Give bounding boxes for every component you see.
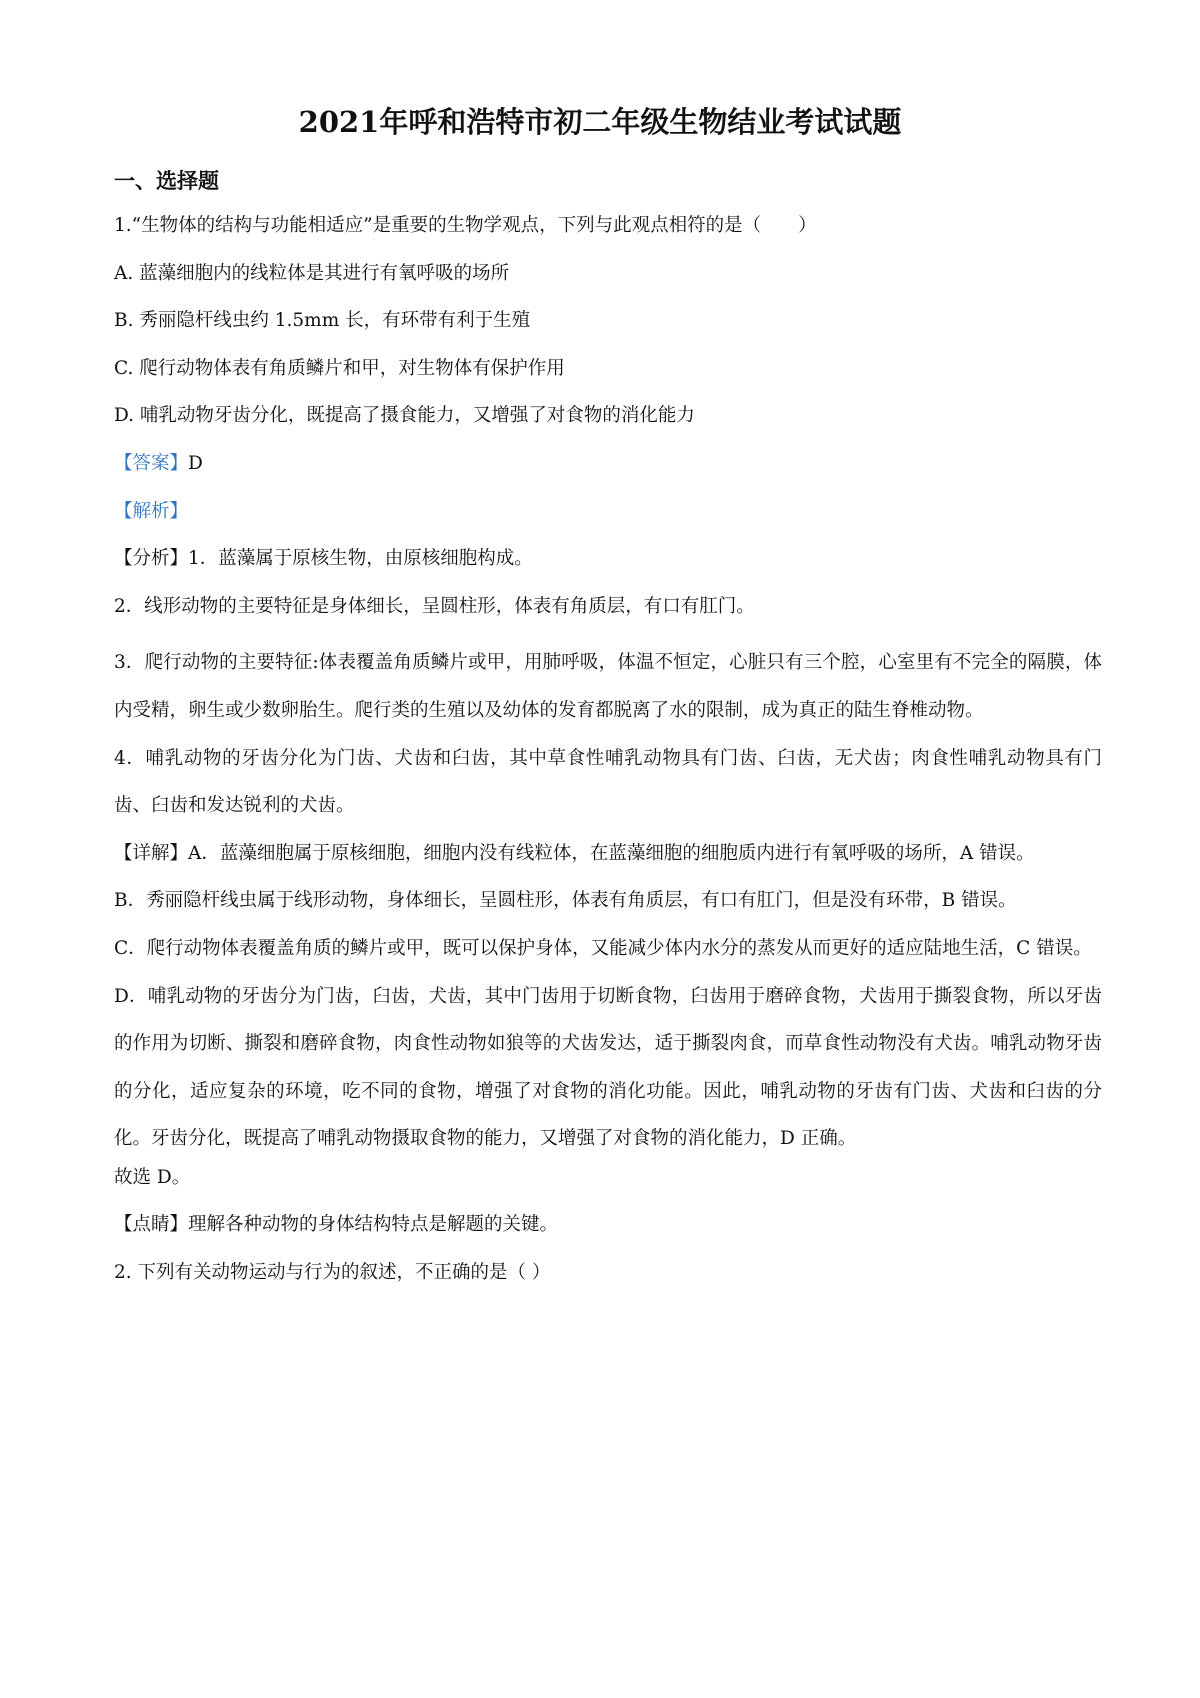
page-title: 2021年呼和浩特市初二年级生物结业考试试题	[298, 105, 902, 139]
comment: 【点睛】理解各种动物的身体结构特点是解题的关键。	[114, 1214, 559, 1236]
detail-b: B．秀丽隐杆线虫属于线形动物，身体细长，呈圆柱形，体表有角质层，有口有肛门，但是没有环带，B 错误。	[114, 890, 1017, 912]
analysis-point-3: 3．爬行动物的主要特征:体表覆盖角质鳞片或甲，用肺呼吸，体温不恒定，心脏只有三个腔，心室里有不完全的隔膜，体内受精，卵生或少数卵胎生。爬行类的生殖以及幼体的发育都脱离了水的限制，成为真正的陆生脊椎动物。	[114, 652, 1102, 721]
question-1-stem: 1.“生物体的结构与功能相适应”是重要的生物学观点，下列与此观点相符的是（ ）	[114, 215, 817, 236]
analysis-point-1: 【分析】1．蓝藻属于原核生物，由原核细胞构成。	[114, 548, 533, 570]
answer-value: D	[188, 452, 203, 474]
analysis-point-4: 4．哺乳动物的牙齿分化为门齿、犬齿和臼齿，其中草食性哺乳动物具有门齿、臼齿，无犬齿；肉食性哺乳动物具有门齿、臼齿和发达锐利的犬齿。	[114, 747, 1102, 817]
option-b: B. 秀丽隐杆线虫约 1.5mm 长，有环带有利于生殖	[114, 310, 531, 332]
option-c: C. 爬行动物体表有角质鳞片和甲，对生物体有保护作用	[114, 357, 565, 379]
detail-a: 【详解】A．蓝藻细胞属于原核细胞，细胞内没有线粒体，在蓝藻细胞的细胞质内进行有氧呼吸的场所，A 错误。	[114, 842, 1035, 864]
analysis-point-2: 2．线形动物的主要特征是身体细长，呈圆柱形，体表有角质层，有口有肛门。	[114, 595, 755, 617]
detail-d: D．哺乳动物的牙齿分为门齿，臼齿，犬齿，其中门齿用于切断食物，臼齿用于磨碎食物，犬齿用于撕裂食物，所以牙齿的作用为切断、撕裂和磨碎食物，肉食性动物如狼等的犬齿发达，适于撕裂肉食，而草食性动物没有犬齿。哺乳动物牙齿的分化，适应复杂的环境，吃不同的食物，增强了对食物的消化功能。因此，哺乳动物的牙齿有门齿、犬齿和臼齿的分化。牙齿分化，既提高了哺乳动物摄取食物的能力，又增强了对食物的消化能力，D 正确。	[114, 985, 1102, 1150]
option-a: A. 蓝藻细胞内的线粒体是其进行有氧呼吸的场所	[114, 262, 510, 284]
answer-tag: 【答案】	[114, 452, 189, 474]
section-heading: 一、选择题	[114, 168, 219, 193]
option-d: D. 哺乳动物牙齿分化，既提高了摄食能力，又增强了对食物的消化能力	[114, 405, 695, 427]
analysis-tag: 【解析】	[114, 500, 189, 522]
detail-c: C．爬行动物体表覆盖角质的鳞片或甲，既可以保护身体，又能减少体内水分的蒸发从而更好的适应陆地生活，C 错误。	[114, 937, 1092, 959]
question-2-stem: 2. 下列有关动物运动与行为的叙述，不正确的是（ ）	[114, 1262, 551, 1284]
conclusion: 故选 D。	[114, 1166, 191, 1188]
answer-line	[114, 449, 1102, 497]
question-1-block	[114, 211, 1102, 1306]
